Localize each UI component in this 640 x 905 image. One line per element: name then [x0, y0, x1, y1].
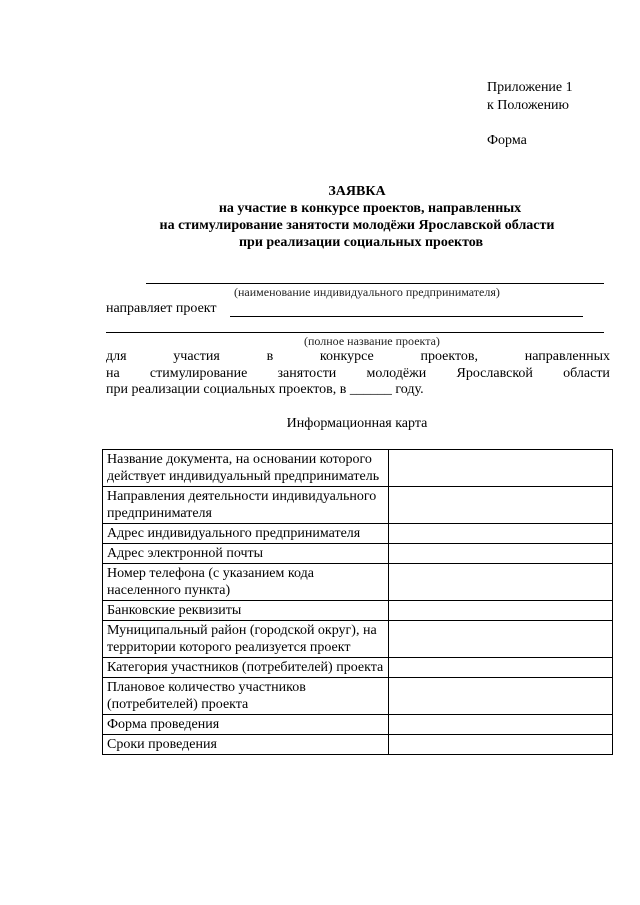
table-row: [103, 715, 613, 735]
row-value-cell[interactable]: [389, 544, 613, 564]
table-row: [103, 678, 613, 715]
entrepreneur-caption: (наименование индивидуального предпринимателя): [234, 285, 500, 299]
word: стимулирование: [149, 366, 248, 381]
row-label: Название документа, на основании которого действует индивидуальный предприниматель: [103, 450, 389, 487]
word: на: [106, 366, 120, 381]
year-blank[interactable]: ______: [349, 382, 392, 397]
row-label: Направления деятельности индивидуального предпринимателя: [103, 487, 389, 524]
row-value-cell[interactable]: [389, 524, 613, 544]
table-row: [103, 544, 613, 564]
table-row: [103, 450, 613, 487]
row-value-cell[interactable]: [389, 487, 613, 524]
project-line-1[interactable]: [230, 316, 583, 317]
sends-project-label: направляет проект: [106, 301, 217, 316]
row-label: Форма проведения: [103, 715, 389, 735]
appendix-label: Приложение 1: [487, 80, 573, 95]
row-value-cell[interactable]: [389, 564, 613, 601]
document-title: ЗАЯВКА: [328, 184, 386, 199]
title-line-3: на стимулирование занятости молодёжи Ярославской области: [159, 218, 555, 233]
word: молодёжи: [366, 366, 427, 381]
paragraph-line-2: [106, 366, 610, 382]
table-row: [103, 487, 613, 524]
row-label: Категория участников (потребителей) проекта: [103, 658, 389, 678]
table-row: [103, 621, 613, 658]
table-row: [103, 524, 613, 544]
row-label: Плановое количество участников (потребителей) проекта: [103, 678, 389, 715]
project-caption: (полное название проекта): [304, 334, 440, 348]
row-value-cell[interactable]: [389, 450, 613, 487]
word: занятости: [277, 366, 337, 381]
word: области: [563, 366, 610, 381]
form-label: Форма: [487, 133, 527, 148]
info-card-table: [102, 449, 613, 755]
row-value-cell[interactable]: [389, 715, 613, 735]
row-label: Муниципальный район (городской округ), на территории которого реализуется проект: [103, 621, 389, 658]
info-card-heading: Информационная карта: [286, 416, 428, 431]
paragraph-text-end: году.: [395, 382, 424, 397]
row-label: Сроки проведения: [103, 735, 389, 755]
table-row: [103, 601, 613, 621]
paragraph-line-3: [106, 382, 424, 398]
row-label: Адрес индивидуального предпринимателя: [103, 524, 389, 544]
word: конкурсе: [319, 349, 374, 364]
word: направленных: [524, 349, 610, 364]
table-row: [103, 564, 613, 601]
row-value-cell[interactable]: [389, 658, 613, 678]
word: Ярославской: [456, 366, 533, 381]
row-value-cell[interactable]: [389, 735, 613, 755]
row-label: Банковские реквизиты: [103, 601, 389, 621]
paragraph-line-1: [106, 349, 610, 365]
row-value-cell[interactable]: [389, 601, 613, 621]
word: участия: [173, 349, 220, 364]
word: в: [266, 349, 274, 364]
row-label: Адрес электронной почты: [103, 544, 389, 564]
title-line-4: при реализации социальных проектов: [238, 235, 484, 250]
table-row: [103, 735, 613, 755]
word: проектов,: [420, 349, 478, 364]
row-value-cell[interactable]: [389, 678, 613, 715]
word: для: [106, 349, 127, 364]
row-label: Номер телефона (с указанием кода населенного пункта): [103, 564, 389, 601]
table-row: [103, 658, 613, 678]
regulation-label: к Положению: [487, 98, 570, 113]
entrepreneur-name-line[interactable]: [146, 283, 604, 284]
project-line-2[interactable]: [106, 332, 604, 333]
paragraph-text: при реализации социальных проектов, в: [106, 382, 347, 397]
row-value-cell[interactable]: [389, 621, 613, 658]
title-line-2: на участие в конкурсе проектов, направленных: [218, 201, 522, 216]
